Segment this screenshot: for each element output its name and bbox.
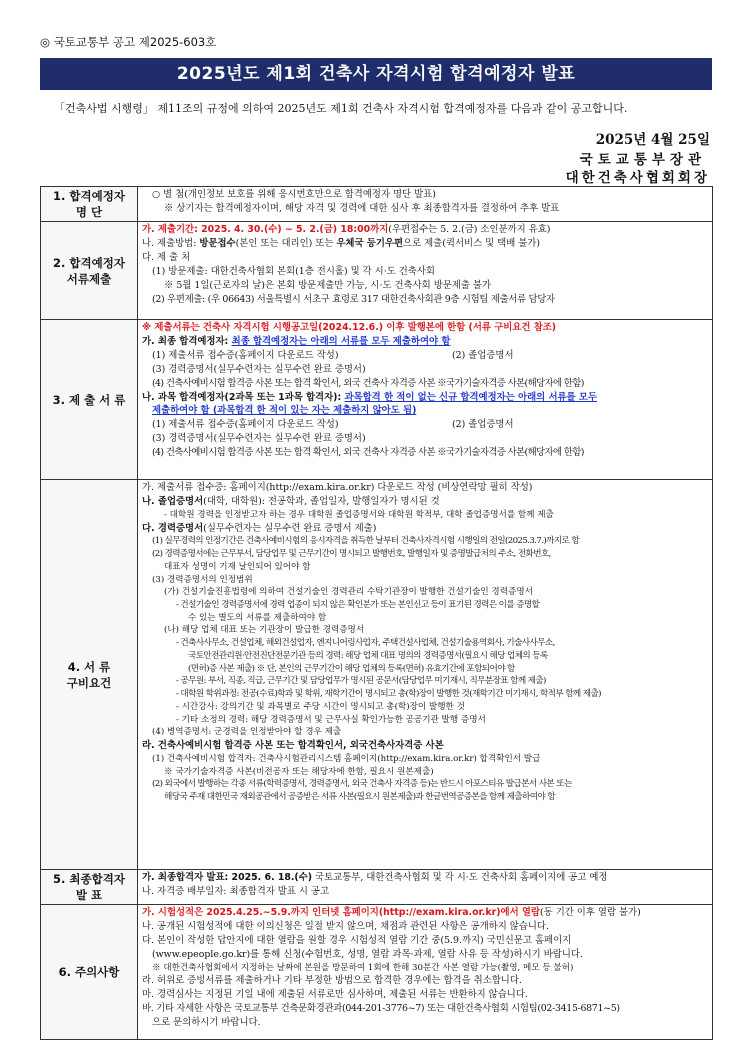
text-line: ○ 별 첨(개인정보 보호를 위해 응시번호만으로 합격예정자 명단 발표) — [152, 189, 436, 200]
text-line: - 대학원 학위과정: 전공(수료)학과 및 학위, 재학기간이 명시되고 총(학)장이 발행한 것(재학기간 미기재시, 학적부 함께 제출) — [176, 689, 601, 700]
section-3-row — [41, 320, 713, 480]
text-line: 다. 제 출 처 — [142, 251, 191, 263]
text-line: (2) 우편제출: (우 06643) 서울특별시 서초구 효령로 317 대한건축사회관 9층 시험팀 제출서류 담당자 — [152, 293, 555, 305]
text-line: (1) 실무경력의 인정기간은 건축사예비시험의 응시자격을 취득한 날부터 건축사자격시험 시행일의 전일(2025.3.7.)까지로 함 — [152, 536, 580, 547]
section-4-content — [138, 480, 713, 870]
section-6-label: 6. 주의사항 — [41, 905, 138, 1040]
text-span: 방문접수 — [199, 237, 236, 249]
text-line: (1) 건축사예비시험 합격자: 건축사시험관리시스템 홈페이지(http://exam.kira.or.kr) 합격확인서 발급 — [152, 753, 541, 764]
text-line: - 건설기술인 경력증명서에 경력 업종이 되지 않은 확인분가 또는 본인신고 등이 표기된 경력은 이를 증명할 — [176, 600, 540, 611]
text-span: 제출하여야 함 (과목합격 한 적이 있는 자는 제출하지 않아도 됨) — [152, 405, 417, 417]
text-span: (대학, 대학원): 전공학과, 졸업일자, 발행일자가 명시된 것 — [203, 495, 440, 507]
section-3-label: 3. 제 출 서 류 — [41, 320, 138, 480]
notice-line: ※ 제출서류는 건축사 자격시험 시행공고일(2024.12.6.) 이후 발행본에 한함 (서류 구비요건 참조) — [142, 322, 557, 333]
text-line: 마. 경력심사는 지정된 기일 내에 제출된 서류로만 심사하며, 제출된 서류는 반환하지 않습니다. — [142, 989, 528, 1001]
text-line: - 대학원 경력을 인정받고자 하는 경우 대학원 졸업증명서와 대학원 학적부, 대학 졸업증명서를 함께 제출 — [164, 509, 554, 520]
text-line: 바. 기타 자세한 사항은 국토교통부 건축문화경관과(044-201-3776~7) 또는 대한건축사협회 시험팀(02-3415-6871~5) — [142, 1003, 620, 1015]
text-line: - 기타 소정의 경력: 해당 경력증명서 및 근무사실 확인가능한 공공기관 발행 증명서 — [176, 714, 486, 725]
text-line: 라. 허위로 증빙서류를 제출하거나 기타 부정한 방법으로 합격한 경우에는 합격을 취소합니다. — [142, 975, 522, 987]
section-2-content — [138, 222, 713, 320]
section-6-row — [41, 905, 713, 1040]
page-title: 2025년도 제1회 건축사 자격시험 합격예정자 발표 — [40, 58, 712, 90]
text-line: 라. 건축사예비시험 합격증 사본 또는 합격확인서, 외국건축사자격증 사본 — [142, 739, 444, 751]
section-1-content — [138, 187, 713, 222]
text-line: (3) 경력증명서(실무수련자는 실무수련 완료 증명서) — [152, 363, 366, 375]
text-line: 국토안전관리원·안전진단전문기관 등의 경력: 해당 업체 대표 명의의 경력증명서(필요시 해당 업체의 등록 — [188, 650, 548, 661]
text-line: 다. 본인이 작성한 답안지에 대한 열람을 원할 경우 시험성적 열람 기간 중(5.9.까지) 국민신문고 홈페이지 — [142, 934, 572, 946]
section-3-content — [138, 320, 713, 480]
text-span: (동 기간 이후 열람 불가) — [540, 907, 641, 918]
announcement-date: 2025년 4월 25일 — [595, 132, 710, 148]
text-span: 가. 시험성적은 2025.4.25.~5.9.까지 인터넷 홈페이지(http://exam.kira.or.kr)에서 열람 — [142, 907, 541, 918]
text-span: 과목합격 한 적이 없는 신규 합격예정자는 아래의 서류를 모두 — [344, 391, 597, 403]
text-span: 나. 과목 합격예정자(2과목 또는 1과목 합격자): — [142, 391, 345, 403]
text-line: (2) 경력증명서에는 근무부서, 담당업무 및 근무기간이 명시되고 발행번호, 발행일자 및 증명발급처의 주소, 전화번호, — [152, 549, 551, 560]
text-span: (1) 제출서류 접수증(홈페이지 다운로드 작성) — [152, 419, 339, 431]
text-line: (나) 해당 업체 대표 또는 기관장이 발급한 경력증명서 — [164, 625, 365, 636]
text-span: (2) 졸업증명서 — [452, 349, 514, 361]
text-line: 으로 문의하시기 바랍니다. — [152, 1017, 261, 1029]
text-span: (우편접수는 5. 2.(금) 소인분까지 유효) — [388, 224, 551, 235]
text-line: - 시간강사: 강의기간 및 과목별로 주당 시간이 명시되고 총(학)장이 발행한 것 — [176, 701, 465, 712]
text-line: (4) 건축사예비시험 합격증 사본 또는 합격 확인서, 외국 건축사 자격증 사본 ※국가기술자격증 사본(해당자에 한함) — [152, 447, 584, 459]
text-line: (1) 방문제출: 대한건축사협회 본회(1층 전시홀) 및 각 시·도 건축사회 — [152, 265, 435, 277]
text-line: ※ 5월 1일(근로자의 날)은 본회 방문제출만 가능, 시·도 건축사회 방문제출 불가 — [164, 279, 492, 291]
text-line: (3) 경력증명서의 인정범위 — [152, 574, 253, 585]
text-line: ※ 국가기술자격증 사본(비전공자 또는 해당자에 한함, 필요시 원본제출) — [164, 766, 434, 777]
text-line: (면허)증 사본 제출) ※ 단, 본인의 근무기간이 해당 업체의 등록(면허) 유효기간에 포함되어야 함 — [188, 663, 515, 674]
text-line: 수 있는 별도의 서류를 제출하여야 함 — [188, 612, 327, 623]
text-line: - 건축사사무소, 건설업체, 해외건설업자, 엔지니어링사업자, 주택건설사업체, 건설기술용역회사, 기술사사무소, — [176, 638, 555, 649]
text-line: ※ 대한건축사협회에서 지정하는 날짜에 본원을 방문하여 1회에 한해 30분간 사본 열람 가능(촬영, 메모 등 불허) — [152, 962, 574, 973]
section-5-label: 5. 최종합격자 발 표 — [41, 870, 138, 905]
text-line: 대표자 성명이 기재 날인되어 있어야 함 — [164, 561, 311, 572]
section-2-label: 2. 합격예정자 서류제출 — [41, 222, 138, 320]
text-line: 해당국 주재 대한민국 재외공관에서 공증받은 서류 사본(필요시 원본제출)과 한글번역공증본을 함께 제출하여야 함 — [164, 792, 555, 802]
text-line: (4) 병역증명서: 군경력을 인정받아야 할 경우 제출 — [152, 727, 342, 738]
text-line: (2) 외국에서 발행하는 각종 서류(학력증명서, 경력증명서, 외국 건축사 자격증 등)는 반드시 아포스티유 발급본서 사본 또는 — [152, 779, 572, 790]
text-span: 국토교통부, 대한건축사협회 및 각 시·도 건축사회 홈페이지에 공고 예정 — [312, 872, 608, 883]
text-span: (2) 졸업증명서 — [452, 419, 514, 431]
text-line: 나. 자격증 배부일자: 최종합격자 발표 시 공고 — [142, 885, 330, 897]
text-span: 가. 최종 합격예정자: — [142, 335, 232, 347]
text-line: (www.epeople.go.kr)를 통해 신청(수험번호, 성명, 열람 과목·과제, 열람 사유 등 작성)하시기 바랍니다. — [152, 948, 583, 960]
section-5-row — [41, 870, 713, 905]
intro-text: 「건축사법 시행령」 제11조의 규정에 의하여 2025년도 제1회 건축사 자격시험 합격예정자를 다음과 같이 공고합니다. — [54, 102, 628, 115]
text-line: ※ 상기자는 합격예정자이며, 해당 자격 및 경력에 대한 심사 후 최종합격자를 결정하여 추후 발표 — [164, 202, 560, 214]
text-span: 나. 제출방법: — [142, 237, 200, 249]
text-line: (가) 건설기술진흥법령에 의하여 건설기술인 경력관리 수탁기관장이 발행한 건설기술인 경력증명서 — [164, 587, 533, 598]
issuer-ministry: 국토교통부장관 — [579, 152, 706, 168]
text-span: 다. 경력증명서 — [142, 522, 204, 534]
text-line: (3) 경력증명서(실무수련자는 실무수련 완료 증명서) — [152, 433, 366, 445]
section-6-content — [138, 905, 713, 1040]
issuer-association: 대한건축사협회회장 — [565, 170, 710, 186]
notice-number: ◎ 국토교통부 공고 제2025-603호 — [40, 35, 217, 49]
text-line: (4) 건축사예비시험 합격증 사본 또는 합격 확인서, 외국 건축사 자격증 사본 ※국가기술자격증 사본(해당자에 한함) — [152, 377, 584, 389]
section-4-label: 4. 서 류 구비요건 — [41, 480, 138, 870]
text-span: (본인 또는 대리인) 또는 — [235, 237, 337, 249]
notice-table — [40, 186, 713, 1040]
deadline-text: 가. 제출기간: 2025. 4. 30.(수) ~ 5. 2.(금) 18:00까지 — [142, 224, 389, 235]
text-span: 나. 졸업증명서 — [142, 495, 204, 507]
text-line: 가. 제출서류 접수증: 홈페이지(http://exam.kira.or.kr) 다운로드 작성 (비상연락망 필히 작성) — [142, 482, 533, 493]
section-1-row — [41, 187, 713, 222]
text-span: 우체국 등기우편 — [336, 237, 404, 249]
text-line: 나. 공개된 시험성적에 대한 이의신청은 일절 받지 않으며, 채점과 관련된 사항은 공개하지 않습니다. — [142, 920, 549, 932]
text-line: - 공무원: 부서, 직종, 직급, 근무기간 및 담당업무가 명시된 공문서(담당업무 미기재시, 직무분장표 함께 제출) — [176, 676, 546, 687]
text-span: 최종 합격예정자는 아래의 서류를 모두 제출하여야 함 — [231, 335, 451, 347]
text-span: 으로 제출(퀵서비스 및 택배 불가) — [403, 237, 541, 249]
section-5-content — [138, 870, 713, 905]
section-1-label: 1. 합격예정자 명 단 — [41, 187, 138, 222]
section-2-row — [41, 222, 713, 320]
text-span: (1) 제출서류 접수증(홈페이지 다운로드 작성) — [152, 349, 339, 361]
text-span: 가. 최종합격자 발표: 2025. 6. 18.(수) — [142, 872, 313, 883]
section-4-row — [41, 480, 713, 870]
text-span: (실무수련자는 실무수련 완료 증명서 제출) — [203, 522, 377, 534]
